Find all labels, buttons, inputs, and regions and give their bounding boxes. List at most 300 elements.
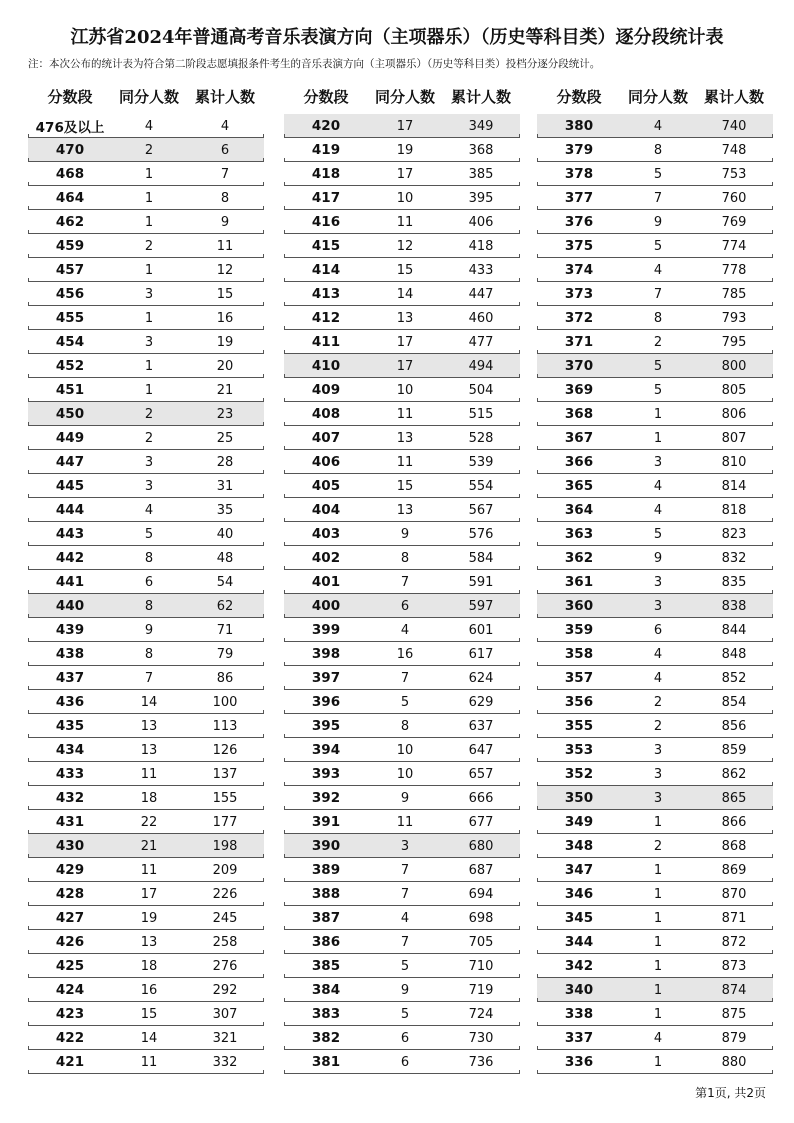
- page-number: 第1页, 共2页: [695, 1086, 766, 1100]
- score-cell: 435: [55, 718, 85, 734]
- same-score-count-cell: 11: [396, 406, 414, 422]
- cumulative-count-cell: 848: [721, 646, 747, 662]
- same-score-count-cell: 6: [400, 1030, 410, 1046]
- score-cell: 404: [311, 502, 341, 518]
- score-cell: 373: [564, 286, 594, 302]
- cumulative-count-cell: 418: [468, 238, 494, 254]
- score-cell: 389: [311, 862, 341, 878]
- table-row: [284, 642, 520, 666]
- cumulative-count-cell: 624: [468, 670, 494, 686]
- score-cell: 430: [55, 838, 85, 854]
- same-score-count-cell: 8: [653, 142, 663, 158]
- same-score-count-cell: 6: [400, 1054, 410, 1070]
- table-row: [28, 402, 264, 426]
- cumulative-count-cell: 705: [468, 934, 494, 950]
- cumulative-count-cell: 6: [220, 142, 230, 158]
- cumulative-count-cell: 515: [468, 406, 494, 422]
- same-score-count-cell: 1: [653, 1054, 663, 1070]
- table-row: [537, 642, 773, 666]
- table-row: [537, 810, 773, 834]
- same-score-count-cell: 1: [144, 358, 154, 374]
- table-row: [28, 234, 264, 258]
- cumulative-count-cell: 4: [220, 118, 230, 134]
- score-table-column-2: [284, 78, 520, 1074]
- score-cell: 451: [55, 382, 85, 398]
- table-row: [284, 162, 520, 186]
- table-row: [284, 474, 520, 498]
- same-score-count-cell: 7: [400, 886, 410, 902]
- cumulative-count-cell: 209: [212, 862, 238, 878]
- cumulative-count-cell: 15: [216, 286, 234, 302]
- table-row: [284, 618, 520, 642]
- table-row: [28, 930, 264, 954]
- same-score-count-cell: 3: [653, 742, 663, 758]
- cumulative-count-cell: 406: [468, 214, 494, 230]
- table-row: [28, 618, 264, 642]
- score-cell: 424: [55, 982, 85, 998]
- same-score-count-cell: 12: [396, 238, 414, 254]
- score-cell: 452: [55, 358, 85, 374]
- cumulative-count-cell: 730: [468, 1030, 494, 1046]
- score-cell: 415: [311, 238, 341, 254]
- table-rows: [537, 114, 773, 1074]
- same-score-count-cell: 1: [144, 262, 154, 278]
- cumulative-count-cell: 554: [468, 478, 494, 494]
- table-row: [284, 402, 520, 426]
- score-cell: 433: [55, 766, 85, 782]
- cumulative-count-cell: 769: [721, 214, 747, 230]
- score-cell: 357: [564, 670, 594, 686]
- score-cell: 468: [55, 166, 85, 182]
- same-score-count-cell: 4: [653, 262, 663, 278]
- score-cell: 365: [564, 478, 594, 494]
- table-row: [537, 306, 773, 330]
- table-row: [28, 306, 264, 330]
- cumulative-count-cell: 9: [220, 214, 230, 230]
- score-cell: 462: [55, 214, 85, 230]
- table-note: 注：本次公布的统计表为符合第二阶段志愿填报条件考生的音乐表演方向（主项器乐）（历史等科目类）投档分逐分段统计。: [28, 58, 601, 70]
- cumulative-count-cell: 584: [468, 550, 494, 566]
- cumulative-count-cell: 879: [721, 1030, 747, 1046]
- same-score-count-cell: 13: [140, 934, 158, 950]
- same-score-count-cell: 8: [144, 598, 154, 614]
- header-same-score-count: 同分人数: [374, 87, 435, 106]
- same-score-count-cell: 4: [400, 622, 410, 638]
- cumulative-count-cell: 859: [721, 742, 747, 758]
- table-row: [284, 954, 520, 978]
- score-cell: 426: [55, 934, 85, 950]
- same-score-count-cell: 15: [140, 1006, 158, 1022]
- cumulative-count-cell: 617: [468, 646, 494, 662]
- same-score-count-cell: 10: [396, 190, 414, 206]
- cumulative-count-cell: 657: [468, 766, 494, 782]
- table-row: [537, 354, 773, 378]
- score-cell: 383: [311, 1006, 341, 1022]
- column-header: [537, 78, 773, 114]
- same-score-count-cell: 3: [144, 286, 154, 302]
- table-row: [284, 906, 520, 930]
- score-cell: 360: [564, 598, 594, 614]
- table-row: [284, 234, 520, 258]
- same-score-count-cell: 22: [140, 814, 158, 830]
- same-score-count-cell: 17: [140, 886, 158, 902]
- cumulative-count-cell: 245: [212, 910, 238, 926]
- cumulative-count-cell: 868: [721, 838, 747, 854]
- same-score-count-cell: 3: [653, 766, 663, 782]
- same-score-count-cell: 1: [653, 910, 663, 926]
- same-score-count-cell: 5: [653, 526, 663, 542]
- table-row: [28, 258, 264, 282]
- header-cumulative-count: 累计人数: [703, 87, 764, 106]
- same-score-count-cell: 3: [653, 574, 663, 590]
- table-row: [537, 450, 773, 474]
- table-row: [537, 930, 773, 954]
- same-score-count-cell: 3: [144, 454, 154, 470]
- table-row: [28, 162, 264, 186]
- same-score-count-cell: 3: [400, 838, 410, 854]
- score-cell: 421: [55, 1054, 85, 1070]
- table-row: [284, 138, 520, 162]
- table-row: [28, 210, 264, 234]
- score-cell: 434: [55, 742, 85, 758]
- same-score-count-cell: 7: [400, 934, 410, 950]
- score-cell: 438: [55, 646, 85, 662]
- cumulative-count-cell: 873: [721, 958, 747, 974]
- table-row: [28, 642, 264, 666]
- same-score-count-cell: 1: [653, 886, 663, 902]
- cumulative-count-cell: 460: [468, 310, 494, 326]
- cumulative-count-cell: 793: [721, 310, 747, 326]
- same-score-count-cell: 1: [653, 1006, 663, 1022]
- cumulative-count-cell: 854: [721, 694, 747, 710]
- cumulative-count-cell: 724: [468, 1006, 494, 1022]
- table-row: [537, 786, 773, 810]
- table-row: [284, 810, 520, 834]
- table-row: [537, 402, 773, 426]
- same-score-count-cell: 1: [144, 382, 154, 398]
- score-cell: 416: [311, 214, 341, 230]
- score-cell: 382: [311, 1030, 341, 1046]
- cumulative-count-cell: 155: [212, 790, 238, 806]
- table-row: [284, 594, 520, 618]
- table-row: [28, 666, 264, 690]
- same-score-count-cell: 7: [400, 670, 410, 686]
- table-row: [28, 738, 264, 762]
- score-cell: 359: [564, 622, 594, 638]
- table-row: [28, 378, 264, 402]
- header-same-score-count: 同分人数: [627, 87, 688, 106]
- cumulative-count-cell: 666: [468, 790, 494, 806]
- table-row: [537, 522, 773, 546]
- cumulative-count-cell: 292: [212, 982, 238, 998]
- same-score-count-cell: 3: [653, 790, 663, 806]
- table-row: [284, 882, 520, 906]
- cumulative-count-cell: 11: [216, 238, 234, 254]
- score-cell: 352: [564, 766, 594, 782]
- score-cell: 418: [311, 166, 341, 182]
- score-cell: 364: [564, 502, 594, 518]
- same-score-count-cell: 15: [396, 478, 414, 494]
- page-title: 江苏省2024年普通高考音乐表演方向（主项器乐）（历史等科目类）逐分段统计表: [70, 27, 724, 48]
- table-row: [537, 114, 773, 138]
- score-cell: 344: [564, 934, 594, 950]
- score-cell: 342: [564, 958, 594, 974]
- score-cell: 379: [564, 142, 594, 158]
- same-score-count-cell: 4: [653, 646, 663, 662]
- cumulative-count-cell: 637: [468, 718, 494, 734]
- cumulative-count-cell: 835: [721, 574, 747, 590]
- score-cell: 401: [311, 574, 341, 590]
- same-score-count-cell: 9: [400, 982, 410, 998]
- cumulative-count-cell: 528: [468, 430, 494, 446]
- score-cell: 428: [55, 886, 85, 902]
- table-rows: [284, 114, 520, 1074]
- table-row: [537, 666, 773, 690]
- same-score-count-cell: 3: [144, 478, 154, 494]
- table-row: [284, 114, 520, 138]
- same-score-count-cell: 5: [653, 166, 663, 182]
- same-score-count-cell: 5: [653, 382, 663, 398]
- score-cell: 400: [311, 598, 341, 614]
- table-row: [537, 978, 773, 1002]
- same-score-count-cell: 7: [400, 574, 410, 590]
- score-cell: 414: [311, 262, 341, 278]
- score-cell: 384: [311, 982, 341, 998]
- table-row: [284, 834, 520, 858]
- cumulative-count-cell: 838: [721, 598, 747, 614]
- same-score-count-cell: 19: [396, 142, 414, 158]
- table-row: [28, 786, 264, 810]
- same-score-count-cell: 11: [140, 1054, 158, 1070]
- cumulative-count-cell: 710: [468, 958, 494, 974]
- same-score-count-cell: 1: [653, 934, 663, 950]
- score-cell: 336: [564, 1054, 594, 1070]
- score-cell: 456: [55, 286, 85, 302]
- cumulative-count-cell: 865: [721, 790, 747, 806]
- cumulative-count-cell: 12: [216, 262, 234, 278]
- cumulative-count-cell: 872: [721, 934, 747, 950]
- score-cell: 470: [55, 142, 85, 158]
- score-cell: 412: [311, 310, 341, 326]
- table-row: [28, 1026, 264, 1050]
- table-row: [28, 570, 264, 594]
- table-row: [537, 858, 773, 882]
- score-cell: 407: [311, 430, 341, 446]
- cumulative-count-cell: 433: [468, 262, 494, 278]
- table-row: [28, 330, 264, 354]
- same-score-count-cell: 5: [144, 526, 154, 542]
- table-row: [284, 714, 520, 738]
- table-row: [28, 522, 264, 546]
- table-row: [537, 162, 773, 186]
- table-row: [537, 738, 773, 762]
- same-score-count-cell: 1: [653, 406, 663, 422]
- cumulative-count-cell: 177: [212, 814, 238, 830]
- score-cell: 361: [564, 574, 594, 590]
- score-cell: 390: [311, 838, 341, 854]
- score-cell: 368: [564, 406, 594, 422]
- same-score-count-cell: 19: [140, 910, 158, 926]
- table-row: [28, 810, 264, 834]
- cumulative-count-cell: 823: [721, 526, 747, 542]
- same-score-count-cell: 5: [653, 238, 663, 254]
- same-score-count-cell: 4: [653, 1030, 663, 1046]
- table-row: [284, 978, 520, 1002]
- same-score-count-cell: 8: [144, 550, 154, 566]
- table-row: [284, 858, 520, 882]
- cumulative-count-cell: 567: [468, 502, 494, 518]
- score-cell: 393: [311, 766, 341, 782]
- table-row: [537, 378, 773, 402]
- table-row: [284, 426, 520, 450]
- cumulative-count-cell: 447: [468, 286, 494, 302]
- table-row: [537, 762, 773, 786]
- cumulative-count-cell: 86: [216, 670, 234, 686]
- cumulative-count-cell: 740: [721, 118, 747, 134]
- same-score-count-cell: 1: [653, 958, 663, 974]
- same-score-count-cell: 13: [396, 310, 414, 326]
- cumulative-count-cell: 698: [468, 910, 494, 926]
- table-row: [284, 450, 520, 474]
- table-row: [284, 522, 520, 546]
- score-cell: 403: [311, 526, 341, 542]
- table-rows: [28, 114, 264, 1074]
- table-row: [28, 882, 264, 906]
- table-row: [537, 546, 773, 570]
- table-row: [537, 714, 773, 738]
- same-score-count-cell: 4: [653, 118, 663, 134]
- score-cell: 375: [564, 238, 594, 254]
- cumulative-count-cell: 332: [212, 1054, 238, 1070]
- score-cell: 371: [564, 334, 594, 350]
- header-cumulative-count: 累计人数: [194, 87, 255, 106]
- score-cell: 411: [311, 334, 341, 350]
- same-score-count-cell: 4: [653, 478, 663, 494]
- same-score-count-cell: 6: [144, 574, 154, 590]
- score-cell: 398: [311, 646, 341, 662]
- cumulative-count-cell: 35: [216, 502, 234, 518]
- cumulative-count-cell: 736: [468, 1054, 494, 1070]
- same-score-count-cell: 5: [400, 1006, 410, 1022]
- same-score-count-cell: 17: [396, 166, 414, 182]
- cumulative-count-cell: 871: [721, 910, 747, 926]
- score-cell: 396: [311, 694, 341, 710]
- score-cell: 367: [564, 430, 594, 446]
- score-cell: 348: [564, 838, 594, 854]
- cumulative-count-cell: 597: [468, 598, 494, 614]
- same-score-count-cell: 11: [396, 214, 414, 230]
- score-cell: 347: [564, 862, 594, 878]
- cumulative-count-cell: 62: [216, 598, 234, 614]
- same-score-count-cell: 18: [140, 790, 158, 806]
- table-row: [284, 930, 520, 954]
- same-score-count-cell: 8: [144, 646, 154, 662]
- score-cell: 417: [311, 190, 341, 206]
- score-cell: 419: [311, 142, 341, 158]
- table-row: [28, 186, 264, 210]
- score-cell: 444: [55, 502, 85, 518]
- same-score-count-cell: 2: [653, 718, 663, 734]
- cumulative-count-cell: 844: [721, 622, 747, 638]
- cumulative-count-cell: 71: [216, 622, 234, 638]
- score-cell: 454: [55, 334, 85, 350]
- cumulative-count-cell: 719: [468, 982, 494, 998]
- cumulative-count-cell: 807: [721, 430, 747, 446]
- score-cell: 420: [311, 118, 341, 134]
- same-score-count-cell: 13: [140, 718, 158, 734]
- cumulative-count-cell: 856: [721, 718, 747, 734]
- same-score-count-cell: 7: [653, 190, 663, 206]
- score-cell: 443: [55, 526, 85, 542]
- cumulative-count-cell: 20: [216, 358, 234, 374]
- same-score-count-cell: 8: [400, 718, 410, 734]
- table-row: [28, 450, 264, 474]
- table-row: [284, 738, 520, 762]
- table-row: [28, 138, 264, 162]
- table-row: [537, 258, 773, 282]
- table-row: [284, 1050, 520, 1074]
- same-score-count-cell: 21: [140, 838, 158, 854]
- table-row: [28, 714, 264, 738]
- same-score-count-cell: 10: [396, 382, 414, 398]
- score-cell: 392: [311, 790, 341, 806]
- cumulative-count-cell: 226: [212, 886, 238, 902]
- score-cell: 362: [564, 550, 594, 566]
- cumulative-count-cell: 48: [216, 550, 234, 566]
- header-score-band: 分数段: [303, 87, 349, 106]
- score-cell: 380: [564, 118, 594, 134]
- cumulative-count-cell: 591: [468, 574, 494, 590]
- same-score-count-cell: 5: [400, 958, 410, 974]
- cumulative-count-cell: 866: [721, 814, 747, 830]
- score-cell: 346: [564, 886, 594, 902]
- table-row: [537, 882, 773, 906]
- table-row: [537, 618, 773, 642]
- table-row: [284, 210, 520, 234]
- cumulative-count-cell: 800: [721, 358, 747, 374]
- same-score-count-cell: 11: [140, 862, 158, 878]
- same-score-count-cell: 9: [653, 214, 663, 230]
- cumulative-count-cell: 504: [468, 382, 494, 398]
- table-row: [537, 426, 773, 450]
- cumulative-count-cell: 137: [212, 766, 238, 782]
- cumulative-count-cell: 629: [468, 694, 494, 710]
- cumulative-count-cell: 778: [721, 262, 747, 278]
- table-row: [28, 858, 264, 882]
- table-row: [28, 978, 264, 1002]
- score-cell: 408: [311, 406, 341, 422]
- cumulative-count-cell: 21: [216, 382, 234, 398]
- same-score-count-cell: 17: [396, 334, 414, 350]
- table-row: [537, 210, 773, 234]
- cumulative-count-cell: 862: [721, 766, 747, 782]
- table-row: [537, 954, 773, 978]
- same-score-count-cell: 6: [653, 622, 663, 638]
- same-score-count-cell: 9: [400, 790, 410, 806]
- cumulative-count-cell: 806: [721, 406, 747, 422]
- cumulative-count-cell: 25: [216, 430, 234, 446]
- cumulative-count-cell: 8: [220, 190, 230, 206]
- score-cell: 370: [564, 358, 594, 374]
- score-cell: 395: [311, 718, 341, 734]
- score-cell: 423: [55, 1006, 85, 1022]
- same-score-count-cell: 2: [653, 694, 663, 710]
- column-header: [284, 78, 520, 114]
- cumulative-count-cell: 814: [721, 478, 747, 494]
- score-cell: 422: [55, 1030, 85, 1046]
- table-row: [537, 594, 773, 618]
- same-score-count-cell: 9: [653, 550, 663, 566]
